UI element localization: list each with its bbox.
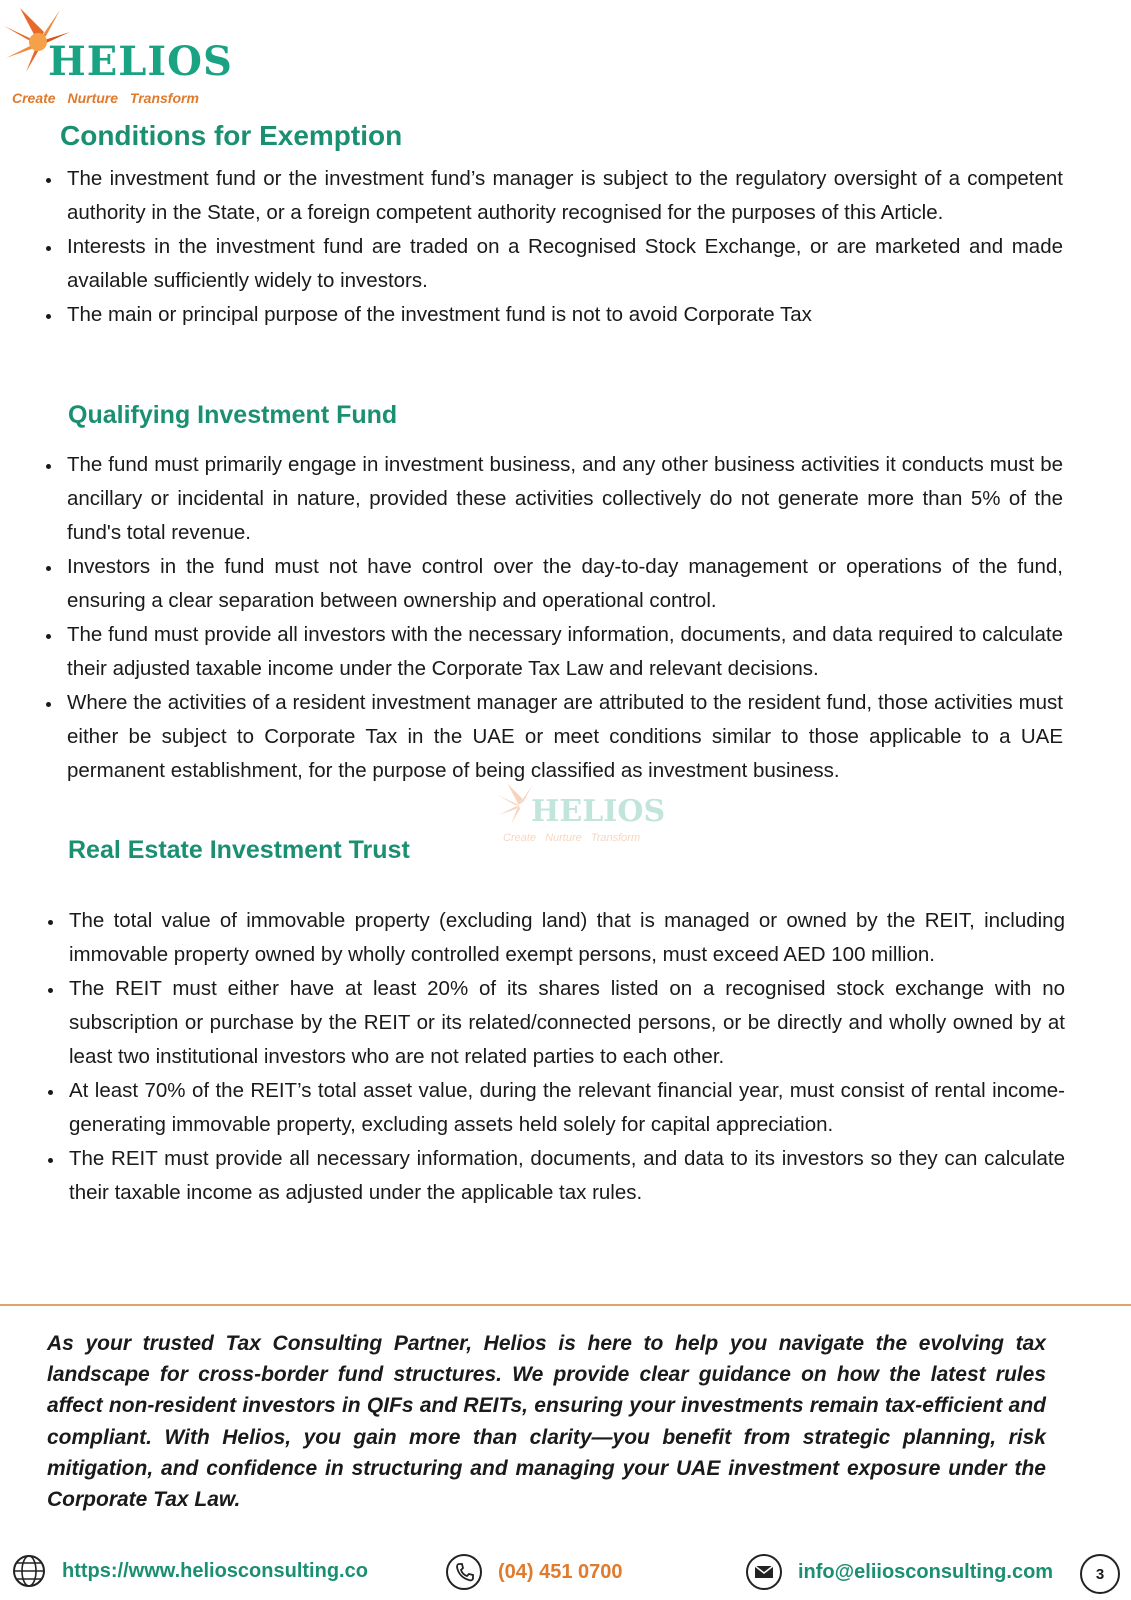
watermark-logo: [495, 780, 665, 860]
section-divider: [0, 1304, 1131, 1306]
mail-icon: [746, 1554, 782, 1590]
list-item: The main or principal purpose of the investment fund is not to avoid Corporate Tax: [67, 298, 1063, 332]
list-item: Interests in the investment fund are traded on a Recognised Stock Exchange, or are marketed and made available sufficiently widely to investors.: [67, 230, 1063, 298]
list-item: The REIT must either have at least 20% of its shares listed on a recognised stock exchange with no subscription or purchase by the REIT or its related/connected persons, or be directly and wholly owned by at least two institutional investors who are not related parties to each other.: [69, 972, 1065, 1074]
bullet-list-conditions: [67, 162, 1063, 332]
list-item: Investors in the fund must not have control over the day-to-day management or operations of the fund, ensuring a clear separation between ownership and operational control.: [67, 550, 1063, 618]
closing-paragraph: As your trusted Tax Consulting Partner, Helios is here to help you navigate the evolving tax landscape for cross-border fund structures. We provide clear guidance on how the latest rules affect non-resident investors in QIFs and REITs, ensuring your investments remain tax-efficient and compliant. With Helios, you gain more than clarity—you benefit from strategic planning, risk mitigation, and confidence in structuring and managing your UAE investment exposure under the Corporate Tax Law.: [47, 1332, 1046, 1512]
list-item: The REIT must provide all necessary information, documents, and data to its investors so they can calculate their taxable income as adjusted under the applicable tax rules.: [69, 1142, 1065, 1210]
bullet-list-qif: [67, 448, 1063, 788]
list-item: The fund must provide all investors with the necessary information, documents, and data required to calculate their adjusted taxable income under the Corporate Tax Law and relevant decisions.: [67, 618, 1063, 686]
company-logo: [0, 2, 233, 108]
brand-tagline: Create Nurture Transform: [12, 90, 199, 106]
list-item: The total value of immovable property (excluding land) that is managed or owned by the REIT, including immovable property owned by wholly controlled exempt persons, must exceed AED 100 million.: [69, 904, 1065, 972]
section-heading-reit: Real Estate Investment Trust: [68, 836, 410, 864]
footer-website[interactable]: [12, 1554, 368, 1588]
phone-number[interactable]: (04) 451 0700: [498, 1560, 623, 1583]
watermark-tagline: Create Nurture Transform: [503, 832, 641, 844]
footer-phone[interactable]: [446, 1554, 623, 1590]
phone-icon: [446, 1554, 482, 1590]
watermark-brand: HELIOS: [531, 794, 666, 829]
page-number: 3: [1080, 1554, 1120, 1594]
list-item: The fund must primarily engage in investment business, and any other business activities it conducts must be ancillary or incidental in nature, provided these activities collectively do not generate more than 5% of the fund's total revenue.: [67, 448, 1063, 550]
website-link[interactable]: https://www.heliosconsulting.co: [62, 1559, 368, 1582]
footer-email[interactable]: [746, 1554, 1053, 1590]
section-heading-conditions: Conditions for Exemption: [60, 120, 403, 151]
section-heading-qif: Qualifying Investment Fund: [68, 401, 398, 429]
list-item: The investment fund or the investment fund’s manager is subject to the regulatory oversight of a competent authority in the State, or a foreign competent authority recognised for the purposes of this Article.: [67, 162, 1063, 230]
brand-name: HELIOS: [48, 38, 233, 85]
page-footer: [0, 1548, 1131, 1598]
bullet-list-reit: [69, 904, 1065, 1210]
globe-icon: [12, 1554, 46, 1588]
list-item: Where the activities of a resident investment manager are attributed to the resident fund, those activities must either be subject to Corporate Tax in the UAE or meet conditions similar to those applicable to a UAE permanent establishment, for the purpose of being classified as investment business.: [67, 686, 1063, 788]
email-link[interactable]: info@eliiosconsulting.com: [798, 1560, 1054, 1583]
list-item: At least 70% of the REIT’s total asset value, during the relevant financial year, must consist of rental income-generating immovable property, excluding assets held solely for capital appreciation.: [69, 1074, 1065, 1142]
